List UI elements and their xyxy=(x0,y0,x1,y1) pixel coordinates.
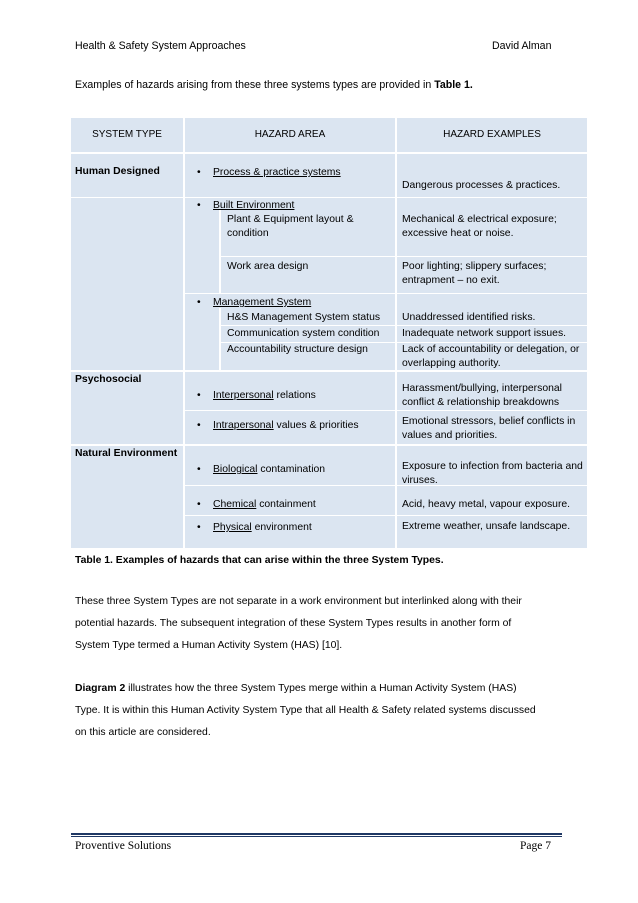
header-author: David Alman xyxy=(492,40,552,52)
footer-company: Proventive Solutions xyxy=(75,840,172,852)
hazard-example: Inadequate network support issues. xyxy=(402,328,567,339)
hazard-area-management-system: Management System xyxy=(213,297,312,308)
system-type-psychosocial: Psychosocial xyxy=(75,374,142,385)
header-title: Health & Safety System Approaches xyxy=(75,40,246,52)
hazard-area-interpersonal: Interpersonal relations xyxy=(213,390,316,401)
hazard-example: Emotional stressors, belief conflicts in values and priorities. xyxy=(402,416,576,441)
hazard-example: Harassment/bullying, interpersonal conflict & relationship breakdowns xyxy=(402,383,562,408)
col-header-hazard-area: HAZARD AREA xyxy=(254,129,326,140)
bullet: • xyxy=(197,297,201,308)
footer-divider xyxy=(71,836,562,837)
col-header-system-type: SYSTEM TYPE xyxy=(92,129,162,140)
hazard-example: Acid, heavy metal, vapour exposure. xyxy=(402,499,571,510)
bullet: • xyxy=(197,464,201,475)
hazard-area-process: Process & practice systems xyxy=(213,167,341,178)
bullet: • xyxy=(197,499,201,510)
hazard-area-biological: Biological contamination xyxy=(213,464,326,475)
bullet: • xyxy=(197,420,201,431)
hazard-subarea: H&S Management System status xyxy=(227,312,381,323)
table-ref: Table 1. xyxy=(434,79,473,91)
hazard-example: Unaddressed identified risks. xyxy=(402,312,536,323)
footer-page-number: Page 7 xyxy=(520,840,551,852)
bullet: • xyxy=(197,390,201,401)
bullet: • xyxy=(197,522,201,533)
paragraph-1: These three System Types are not separate in a work environment but interlinked along with their potential hazards. The subsequent integration of these System Types results in another form of System Type termed a Human Activity System (HAS) [10]. xyxy=(75,596,522,651)
hazard-subarea: Accountability structure design xyxy=(227,344,368,355)
hazard-example: Exposure to infection from bacteria and viruses. xyxy=(402,461,583,486)
paragraph-2: Diagram 2 illustrates how the three System Types merge within a Human Activity System (HAS) Type. It is within this Human Activity System Type that all Health & Safety related systems discussed on this article are considered. xyxy=(75,683,536,738)
bullet: • xyxy=(197,200,201,211)
diagram-ref: Diagram 2 xyxy=(75,683,126,694)
hazard-example: Extreme weather, unsafe landscape. xyxy=(402,521,571,532)
hazard-example: Lack of accountability or delegation, or overlapping authority. xyxy=(402,344,580,369)
hazard-example: Poor lighting; slippery surfaces; entrapment – no exit. xyxy=(402,261,547,286)
hazard-example: Mechanical & electrical exposure; excessive heat or noise. xyxy=(402,214,557,239)
hazard-subarea: Communication system condition xyxy=(227,328,380,339)
col-header-hazard-examples: HAZARD EXAMPLES xyxy=(443,129,541,140)
bullet: • xyxy=(197,167,201,178)
table-caption: Table 1. Examples of hazards that can arise within the three System Types. xyxy=(75,555,444,566)
intro-text: Examples of hazards arising from these three systems types are provided in Table 1. xyxy=(75,79,473,91)
hazard-area-built-environment: Built Environment xyxy=(213,200,295,211)
footer-divider xyxy=(71,833,562,835)
hazards-table xyxy=(71,118,587,548)
hazard-area-intrapersonal: Intrapersonal values & priorities xyxy=(213,420,359,431)
hazard-subarea: Plant & Equipment layout & condition xyxy=(227,214,354,239)
system-type-natural-environment: Natural Environment xyxy=(75,448,178,459)
hazard-area-chemical: Chemical containment xyxy=(213,499,316,510)
hazard-area-physical: Physical environment xyxy=(213,522,312,533)
hazard-example: Dangerous processes & practices. xyxy=(402,180,561,191)
system-type-human-designed: Human Designed xyxy=(75,166,160,177)
hazard-subarea: Work area design xyxy=(227,261,309,272)
